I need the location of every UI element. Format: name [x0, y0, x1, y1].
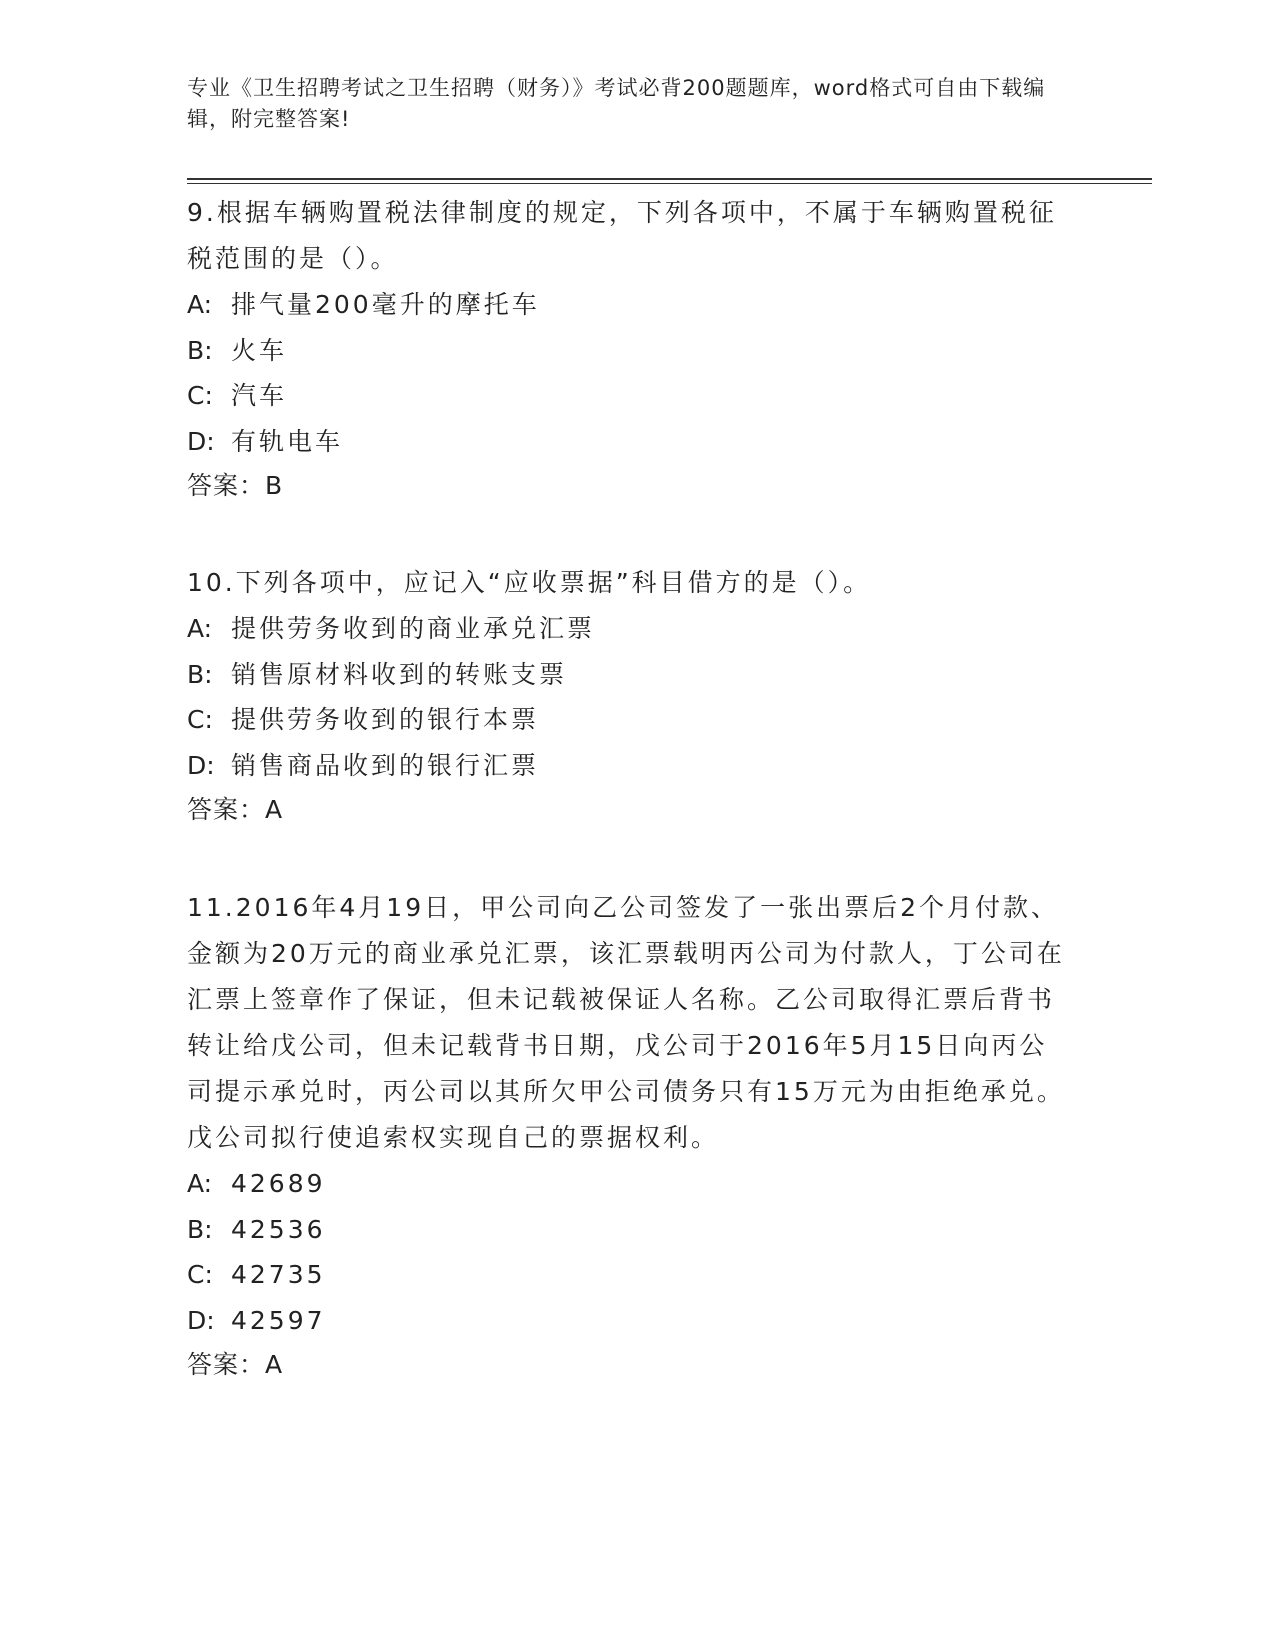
option-text: 42536 — [231, 1214, 326, 1244]
option-text: 销售原材料收到的转账支票 — [231, 659, 568, 689]
option-c — [187, 697, 1067, 743]
option-b — [187, 1207, 1067, 1253]
question-9 — [187, 186, 1067, 508]
answer-line: 答案：A — [187, 1350, 284, 1379]
question-spacer — [187, 832, 1067, 881]
answer-line: 答案：A — [187, 795, 284, 824]
header-divider-thin — [187, 183, 1152, 184]
option-a — [187, 282, 1067, 328]
question-stem: 10.下列各项中，应记入“应收票据”科目借方的是（）。 — [187, 568, 872, 597]
header-divider-thick — [187, 178, 1152, 180]
option-letter: C: — [187, 705, 213, 734]
option-text: 42597 — [231, 1305, 326, 1335]
option-text: 提供劳务收到的银行本票 — [231, 705, 540, 734]
option-text: 汽车 — [231, 381, 288, 410]
option-letter: D: — [187, 426, 215, 456]
question-spacer — [187, 508, 1067, 556]
option-a — [187, 606, 1067, 652]
option-text: 有轨电车 — [231, 426, 344, 456]
option-b — [187, 652, 1067, 698]
option-d — [187, 419, 1067, 465]
option-letter: D: — [187, 750, 215, 780]
option-letter: A: — [187, 1169, 213, 1198]
option-letter: B: — [187, 1214, 213, 1244]
option-b — [187, 328, 1067, 374]
option-letter: B: — [187, 659, 213, 689]
option-letter: B: — [187, 335, 213, 365]
question-stem: 9.根据车辆购置税法律制度的规定，下列各项中，不属于车辆购置税征税范围的是（）。 — [187, 198, 1057, 273]
option-d — [187, 743, 1067, 789]
option-text: 火车 — [231, 335, 288, 365]
question-list — [187, 186, 1067, 1387]
option-letter: C: — [187, 1260, 213, 1289]
question-stem: 11.2016年4月19日，甲公司向乙公司签发了一张出票后2个月付款、金额为20万元的商业承兑汇票，该汇票载明丙公司为付款人，丁公司在汇票上签章作了保证，但未记载被保证人名称。乙公司取得汇票后背书转让给戊公司，但未记载背书日期，戊公司于2016年5月15日向丙公司提示承兑时，丙公司以其所欠甲公司债务只有15万元为由拒绝承兑。戊公司拟行使追索权实现自己的票据权利。 — [187, 893, 1065, 1152]
option-d — [187, 1298, 1067, 1344]
option-a — [187, 1161, 1067, 1207]
option-text: 排气量200毫升的摩托车 — [231, 290, 540, 319]
option-letter: C: — [187, 381, 213, 410]
option-letter: D: — [187, 1305, 215, 1335]
document-header: 专业《卫生招聘考试之卫生招聘（财务）》考试必背200题题库，word格式可自由下载编辑，附完整答案! — [187, 76, 1046, 131]
option-letter: A: — [187, 290, 213, 319]
option-c — [187, 1252, 1067, 1298]
option-c — [187, 373, 1067, 419]
question-11 — [187, 881, 1067, 1387]
answer-line: 答案：B — [187, 471, 284, 500]
option-text: 42689 — [231, 1169, 326, 1198]
option-letter: A: — [187, 614, 213, 643]
option-text: 销售商品收到的银行汇票 — [231, 750, 540, 780]
question-10 — [187, 556, 1067, 832]
option-text: 42735 — [231, 1260, 326, 1289]
option-text: 提供劳务收到的商业承兑汇票 — [231, 614, 596, 643]
